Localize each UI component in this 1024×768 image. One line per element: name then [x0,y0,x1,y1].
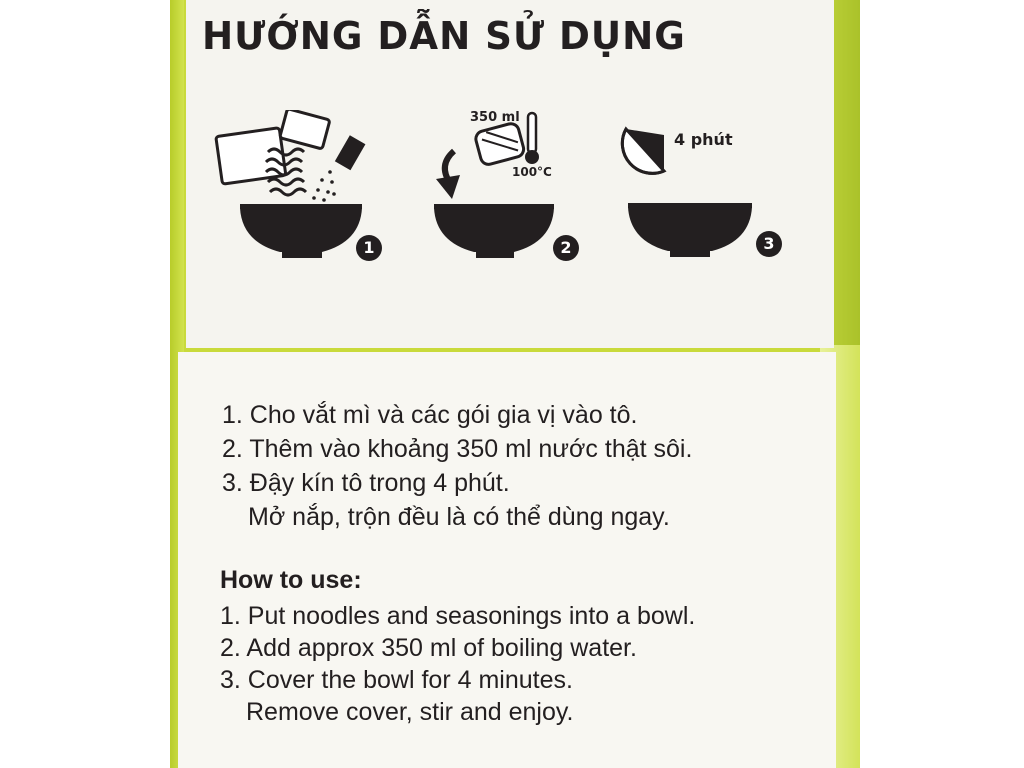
step2-volume-label: 350 ml [470,110,520,125]
en-step-2: 2. Add approx 350 ml of boiling water. [220,634,637,662]
step2-temperature-label: 100°C [512,165,552,179]
english-instructions [220,600,695,728]
step3-number-badge: 3 [756,231,782,257]
instructions-title: HƯỚNG DẪN SỬ DỤNG [202,14,686,58]
vietnamese-instructions [222,398,692,534]
en-step-3-continued: Remove cover, stir and enjoy. [246,698,574,726]
step3-time-label: 4 phút [674,130,733,149]
vn-step-1: 1. Cho vắt mì và các gói gia vị vào tô. [222,401,638,429]
vn-step-3: 3. Đậy kín tô trong 4 phút. [222,469,510,497]
en-step-1: 1. Put noodles and seasonings into a bowl. [220,602,696,630]
english-heading: How to use: [220,566,362,594]
step2-number-badge: 2 [553,235,579,261]
vn-step-3-continued: Mở nắp, trộn đều là có thể dùng ngay. [248,503,670,531]
vn-step-2: 2. Thêm vào khoảng 350 ml nước thật sôi. [222,435,693,463]
en-step-3: 3. Cover the bowl for 4 minutes. [220,666,573,694]
step1-number-badge: 1 [356,235,382,261]
